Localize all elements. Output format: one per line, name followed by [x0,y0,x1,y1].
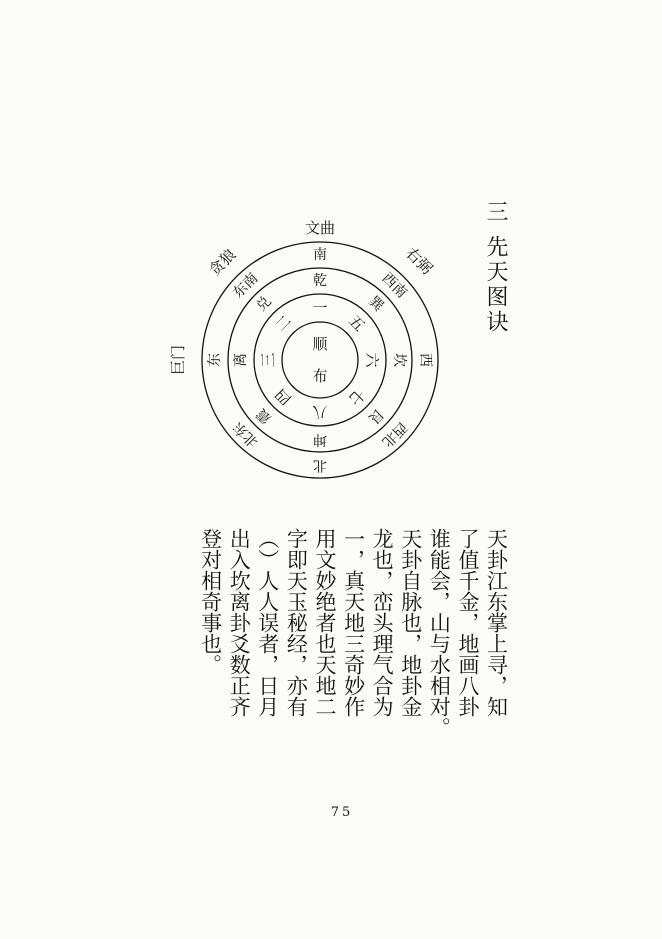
page-number: 75 [330,805,354,820]
body-line: 天卦自脉也，地卦金 [398,528,423,717]
center-label: 顺 [312,335,328,353]
ring-labels [169,219,436,473]
trigram-label: 艮 [365,405,387,427]
number-label: 四 [271,385,295,409]
direction-label: 北东 [230,418,262,450]
body-line: 用文妙绝者也天地二 [312,528,337,717]
number-label: 一 [312,299,328,317]
xiantian-diagram [169,200,470,504]
star-label: 巨门 [169,344,187,376]
direction-label: 南 [313,247,327,263]
center-label: 布 [312,367,328,385]
star-label: 右弼 [402,244,436,278]
number-label: 五 [345,311,369,335]
trigram-label: 震 [253,405,275,427]
body-text [196,528,511,738]
star-label: 文曲 [304,219,336,237]
middle-circle [228,268,412,452]
diagram-svg [169,200,470,500]
trigram-label: 巽 [365,293,387,315]
direction-label: 北 [313,457,327,473]
body-line: 字即天玉秘经，亦有 [284,528,309,717]
trigram-label: 兑 [253,293,275,315]
body-line: 登对相奇事也。 [198,528,223,675]
body-line: 谁能会，山与水相对。 [427,528,452,738]
direction-label: 西北 [378,418,410,450]
trigram-label: 坤 [313,431,327,447]
trigram-label: 乾 [313,273,327,289]
body-line: 一，真天地三奇妙作 [341,528,366,717]
number-label: 六 [363,352,381,368]
direction-label: 西南 [378,270,410,302]
inner-circle [282,322,358,398]
trigram-label: 离 [233,353,249,367]
trigram-label: 坎 [391,353,407,367]
direction-label: 东南 [230,270,262,302]
number-label: 二 [271,311,295,335]
direction-label: 东 [207,353,223,367]
body-line: 出入坎离卦爻数正齐 [227,528,252,717]
number-label: 七 [345,385,369,409]
direction-label: 西 [417,353,433,367]
body-line: 龙也，峦头理气合为 [370,528,395,717]
body-line: 天卦江东掌上寻，知 [484,528,509,717]
body-line: 了值千金，地画八卦 [455,528,480,717]
section-heading: 三 先天图诀 [483,200,508,335]
number-label: 八 [312,403,328,421]
star-label: 贪狼 [205,245,240,280]
body-line: （）人人误者，日月 [255,528,280,717]
number-label: 三 [259,352,277,368]
